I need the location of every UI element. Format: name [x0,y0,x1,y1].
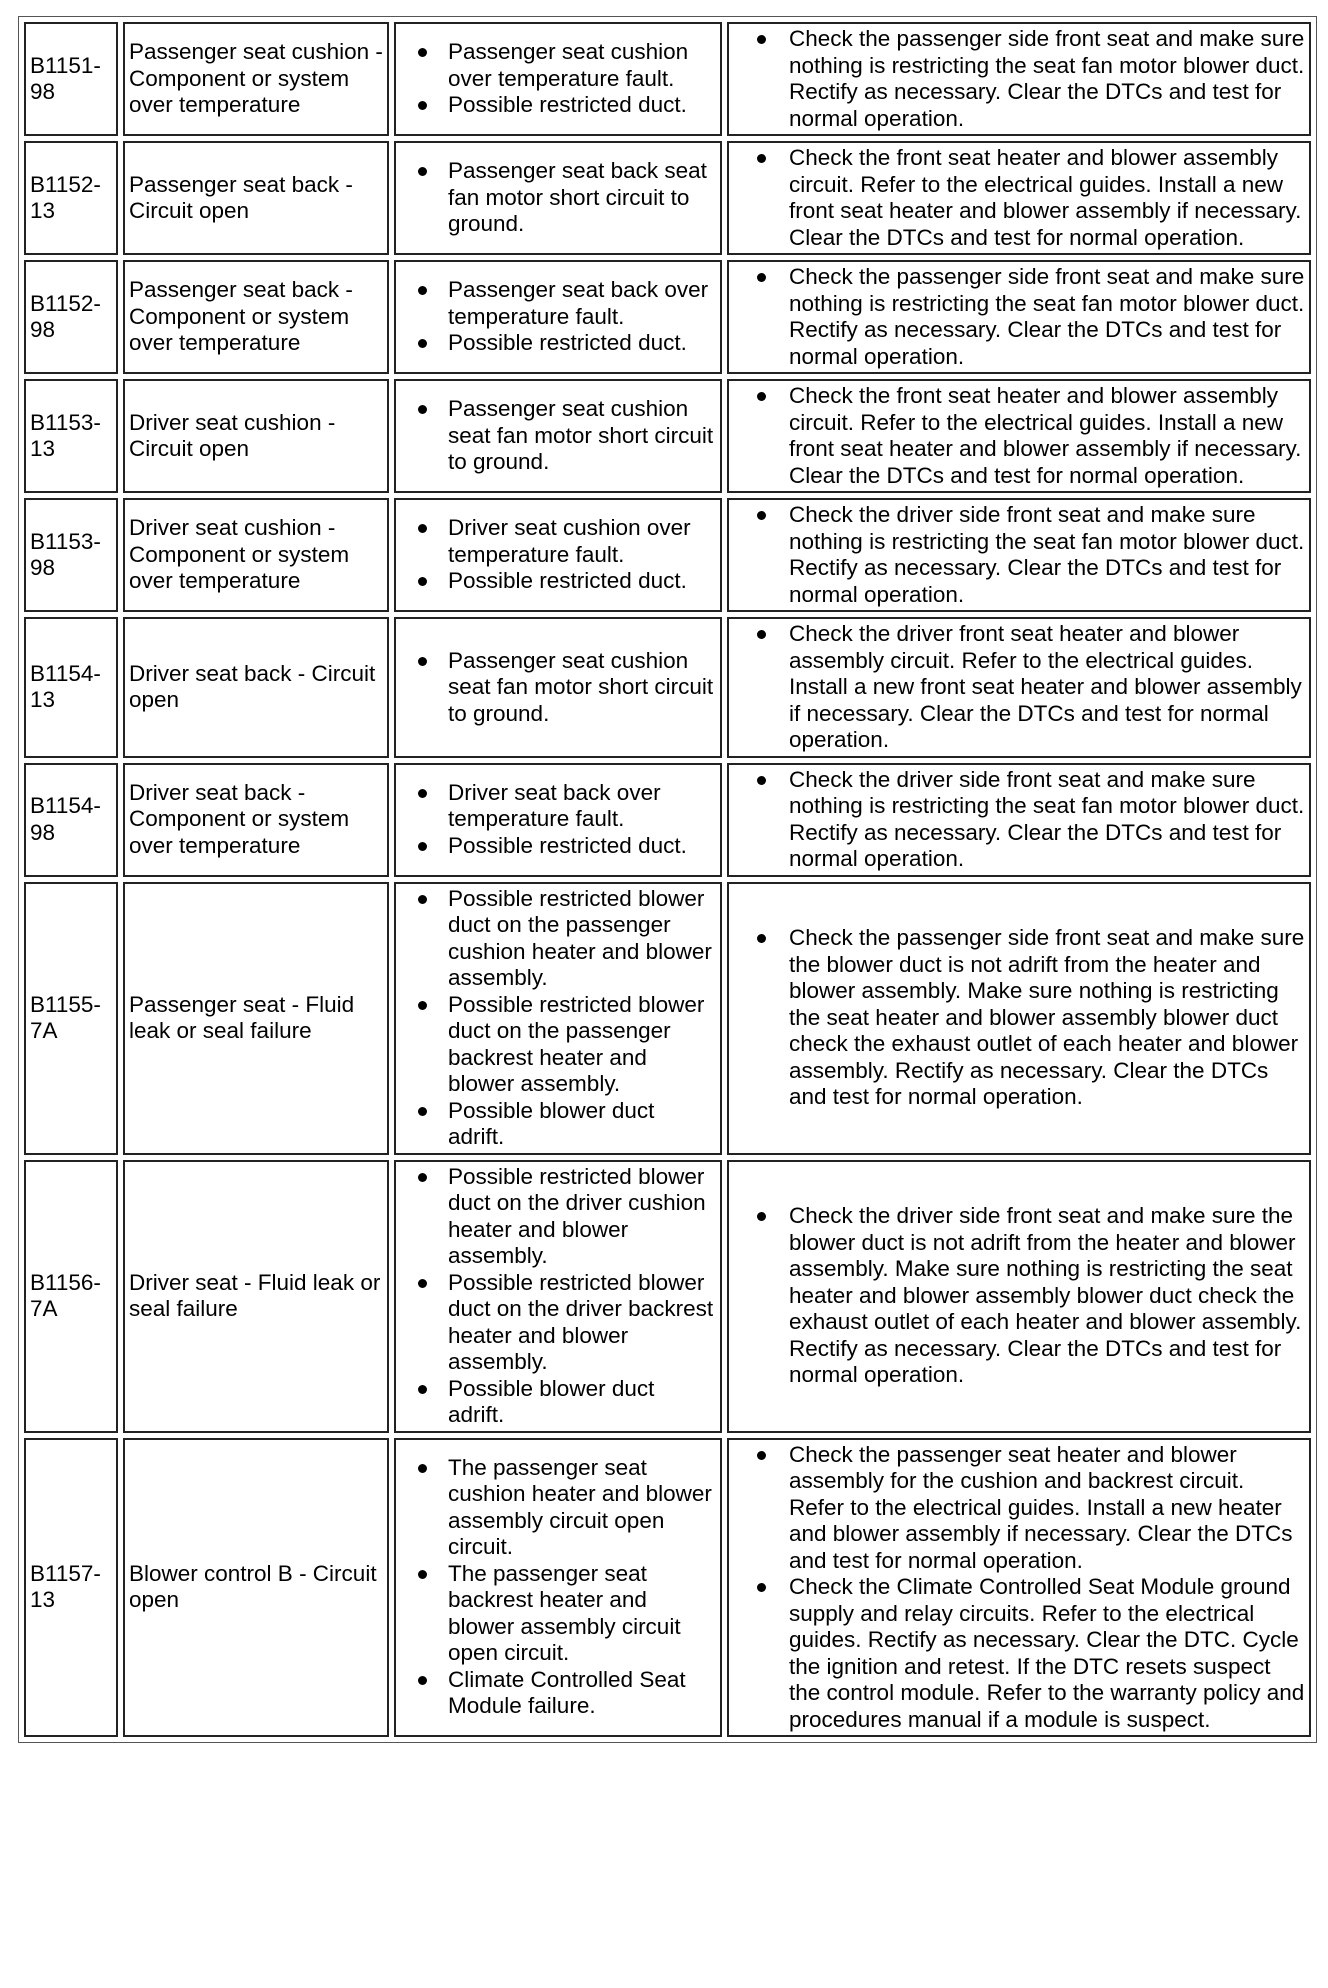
cause-item: Passenger seat cushion over temperature fault. [448,39,716,92]
action-item: Check the passenger side front seat and make sure the blower duct is not adrift from the heater and blower assembly. Make sure nothing is restricting the seat heater and blower assembly blower duct check the exhaust outlet of each heater and blower assembly. Rectify as necessary. Clear the DTCs and test for normal operation. [789,925,1305,1110]
cause-item: Possible restricted blower duct on the driver cushion heater and blower assembly. [448,1164,716,1270]
dtc-code: B1153-13 [24,379,118,493]
dtc-description: Passenger seat back - Component or system over temperature [123,260,389,374]
dtc-code: B1156-7A [24,1160,118,1433]
cause-item: The passenger seat backrest heater and blower assembly circuit open circuit. [448,1561,716,1667]
dtc-description: Passenger seat back - Circuit open [123,141,389,255]
table-row [24,498,1311,612]
action-cell [727,882,1311,1155]
dtc-description: Driver seat cushion - Circuit open [123,379,389,493]
action-cell [727,379,1311,493]
cause-item: The passenger seat cushion heater and blower assembly circuit open circuit. [448,1455,716,1561]
cause-item: Driver seat cushion over temperature fault. [448,515,716,568]
action-item: Check the driver side front seat and make sure the blower duct is not adrift from the heater and blower assembly. Make sure nothing is restricting the seat heater and blower assembly blower duct check the exhaust outlet of each heater and blower assembly. Rectify as necessary. Clear the DTCs and test for normal operation. [789,1203,1305,1389]
action-cell [727,1160,1311,1433]
dtc-code: B1152-13 [24,141,118,255]
dtc-code: B1151-98 [24,22,118,136]
action-item: Check the front seat heater and blower assembly circuit. Refer to the electrical guides. Install a new front seat heater and blower assembly if necessary. Clear the DTCs and test for normal operation. [789,383,1305,489]
dtc-table [18,16,1317,1743]
action-item: Check the Climate Controlled Seat Module ground supply and relay circuits. Refer to the electrical guides. Rectify as necessary. Clear the DTC. Cycle the ignition and retest. If the DTC resets suspect the control module. Refer to the warranty policy and procedures manual if a module is suspect. [789,1574,1305,1732]
cause-item: Driver seat back over temperature fault. [448,780,716,833]
action-item: Check the front seat heater and blower assembly circuit. Refer to the electrical guides. Install a new front seat heater and blower assembly if necessary. Clear the DTCs and test for normal operation. [789,145,1305,251]
table-row [24,1160,1311,1433]
possible-causes-cell [394,22,722,136]
cause-item: Passenger seat back seat fan motor short circuit to ground. [448,158,716,238]
cause-item: Possible restricted blower duct on the passenger backrest heater and blower assembly. [448,992,716,1098]
action-cell [727,763,1311,877]
cause-item: Possible restricted duct. [448,833,716,860]
table-row [24,763,1311,877]
cause-item: Possible restricted blower duct on the passenger cushion heater and blower assembly. [448,886,716,992]
dtc-code: B1154-13 [24,617,118,758]
possible-causes-cell [394,498,722,612]
dtc-code: B1152-98 [24,260,118,374]
cause-item: Passenger seat cushion seat fan motor short circuit to ground. [448,396,716,476]
action-cell [727,141,1311,255]
action-cell [727,260,1311,374]
cause-item: Passenger seat cushion seat fan motor short circuit to ground. [448,648,716,728]
dtc-description: Driver seat cushion - Component or system over temperature [123,498,389,612]
cause-item: Possible restricted duct. [448,330,716,357]
possible-causes-cell [394,260,722,374]
action-cell [727,498,1311,612]
possible-causes-cell [394,379,722,493]
dtc-code: B1157-13 [24,1438,118,1738]
table-row [24,260,1311,374]
possible-causes-cell [394,1438,722,1738]
dtc-description: Driver seat back - Circuit open [123,617,389,758]
action-item: Check the passenger seat heater and blower assembly for the cushion and backrest circuit. Refer to the electrical guides. Install a new heater and blower assembly if necessary. Clear the DTCs and test for normal operation. [789,1442,1305,1575]
action-item: Check the driver side front seat and make sure nothing is restricting the seat fan motor blower duct. Rectify as necessary. Clear the DTCs and test for normal operation. [789,502,1305,607]
table-row [24,617,1311,758]
action-item: Check the passenger side front seat and make sure nothing is restricting the seat fan motor blower duct. Rectify as necessary. Clear the DTCs and test for normal operation. [789,264,1305,369]
dtc-code: B1154-98 [24,763,118,877]
action-cell [727,617,1311,758]
cause-item: Climate Controlled Seat Module failure. [448,1667,716,1720]
dtc-description: Passenger seat cushion - Component or system over temperature [123,22,389,136]
cause-item: Possible blower duct adrift. [448,1376,716,1429]
table-row [24,141,1311,255]
action-item: Check the driver front seat heater and blower assembly circuit. Refer to the electrical guides. Install a new front seat heater and blower assembly if necessary. Clear the DTCs and test for normal operation. [789,621,1305,754]
cause-item: Possible blower duct adrift. [448,1098,716,1151]
cause-item: Possible restricted duct. [448,568,716,595]
possible-causes-cell [394,1160,722,1433]
table-row [24,882,1311,1155]
dtc-description: Driver seat back - Component or system over temperature [123,763,389,877]
possible-causes-cell [394,882,722,1155]
dtc-code: B1155-7A [24,882,118,1155]
cause-item: Possible restricted duct. [448,92,716,119]
cause-item: Passenger seat back over temperature fault. [448,277,716,330]
dtc-description: Blower control B - Circuit open [123,1438,389,1738]
dtc-code: B1153-98 [24,498,118,612]
cause-item: Possible restricted blower duct on the driver backrest heater and blower assembly. [448,1270,716,1376]
table-row [24,379,1311,493]
action-cell [727,1438,1311,1738]
table-row [24,1438,1311,1738]
possible-causes-cell [394,763,722,877]
action-item: Check the driver side front seat and make sure nothing is restricting the seat fan motor blower duct. Rectify as necessary. Clear the DTCs and test for normal operation. [789,766,1305,871]
possible-causes-cell [394,141,722,255]
dtc-description: Driver seat - Fluid leak or seal failure [123,1160,389,1433]
possible-causes-cell [394,617,722,758]
action-cell [727,22,1311,136]
table-row [24,22,1311,136]
dtc-description: Passenger seat - Fluid leak or seal failure [123,882,389,1155]
action-item: Check the passenger side front seat and make sure nothing is restricting the seat fan motor blower duct. Rectify as necessary. Clear the DTCs and test for normal operation. [789,26,1305,131]
